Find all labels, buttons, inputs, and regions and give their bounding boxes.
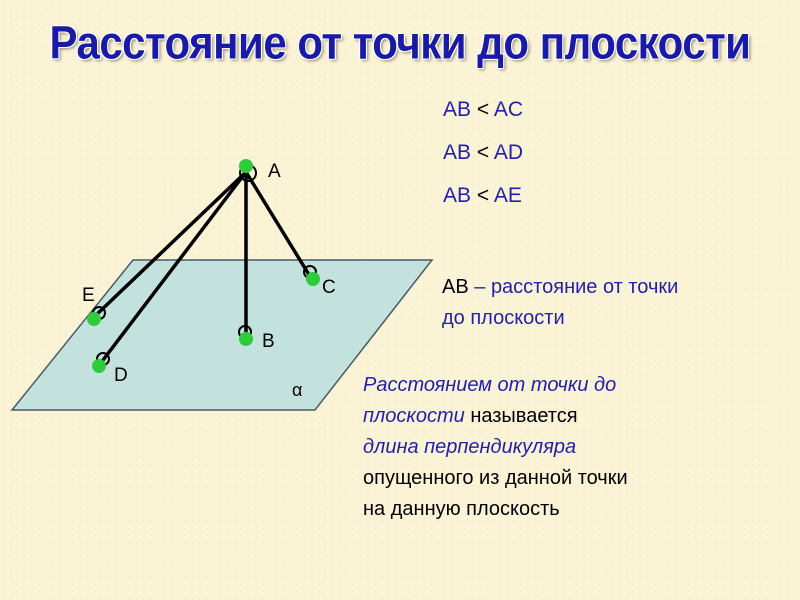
page-title: Расстояние от точки до плоскости [49, 16, 751, 69]
label-d: D [114, 365, 128, 386]
point-a [239, 159, 253, 173]
inequality-ab-ad: AB < AD [443, 141, 523, 164]
plane-label-alpha: α [292, 380, 303, 400]
point-d [92, 359, 106, 373]
label-c: C [322, 277, 336, 298]
point-c [306, 272, 320, 286]
distance-definition: Расстоянием от точки до плоскости называется длина перпендикуляра опущенного из данной точки на данную плоскость [363, 374, 628, 520]
inequality-ab-ae: AB < AE [443, 184, 522, 207]
label-e: E [82, 285, 95, 306]
point-b [239, 332, 253, 346]
label-b: B [262, 331, 275, 352]
point-e [87, 312, 101, 326]
ab-distance-statement: AB – расстояние от точки до плоскости [442, 276, 679, 329]
inequality-ab-ac: AB < AC [443, 98, 523, 121]
label-a: A [268, 161, 281, 182]
